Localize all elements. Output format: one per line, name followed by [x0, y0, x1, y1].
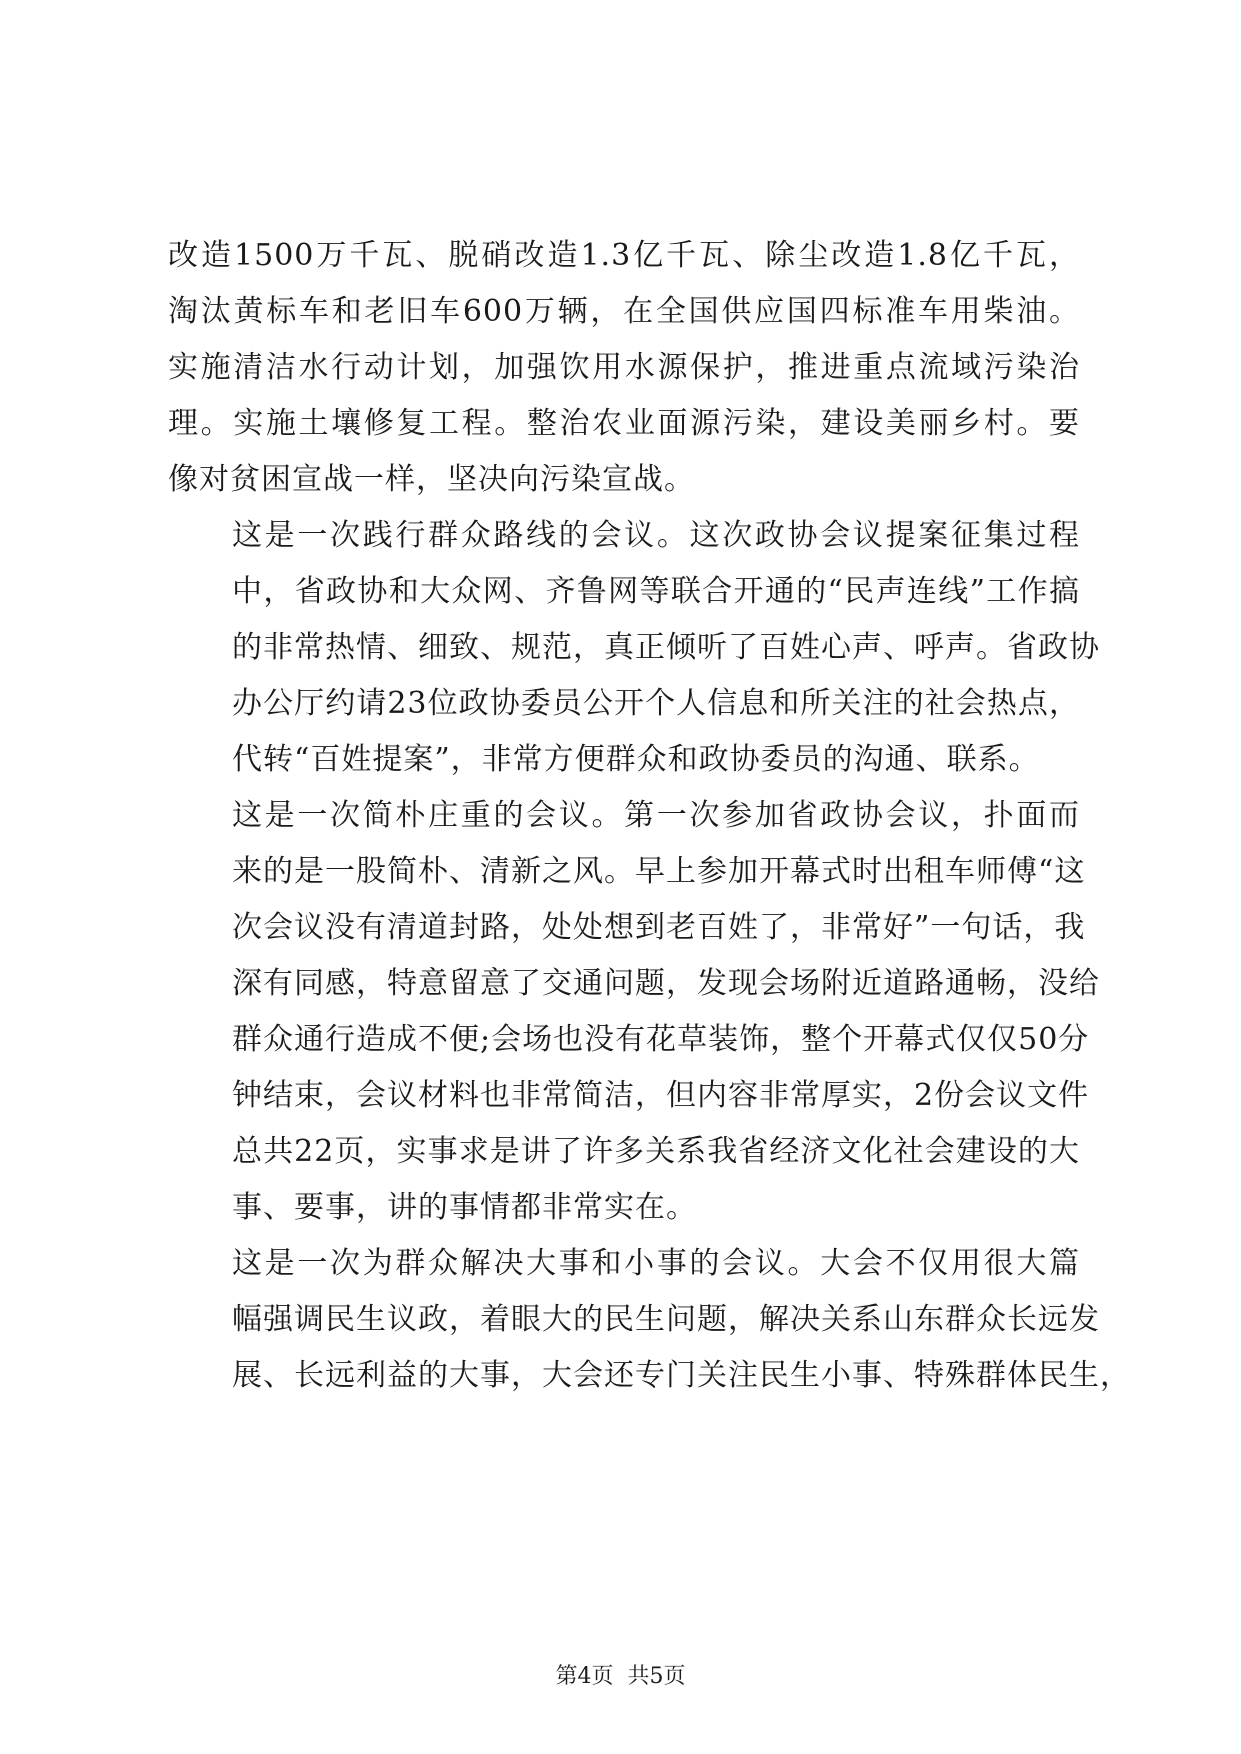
text-line: 来的是一股简朴、清新之风。早上参加开幕式时出租车师傅“这 [232, 854, 1086, 889]
paragraph [168, 788, 1100, 1236]
text-line: 这是一次践行群众路线的会议。这次政协会议提案征集过程 [232, 518, 1080, 553]
text-line: 办公厅约请23位政协委员公开个人信息和所关注的社会热点， [232, 686, 1080, 721]
text-line: 事、要事，讲的事情都非常实在。 [232, 1190, 697, 1225]
text-line: 实施清洁水行动计划，加强饮用水源保护，推进重点流域污染治 [168, 350, 1080, 385]
page-total: 共5页 [627, 1664, 686, 1689]
text-line: 中，省政协和大众网、齐鲁网等联合开通的“民声连线”工作搞 [232, 574, 1080, 609]
page-footer [0, 1662, 1241, 1692]
text-line: 像对贫困宣战一样，坚决向污染宣战。 [168, 462, 695, 497]
page-number: 第4页 [555, 1664, 614, 1689]
text-line: 理。实施土壤修复工程。整治农业面源污染，建设美丽乡村。要 [168, 406, 1080, 441]
text-line: 总共22页，实事求是讲了许多关系我省经济文化社会建设的大 [232, 1134, 1080, 1169]
text-line: 淘汰黄标车和老旧车600万辆，在全国供应国四标准车用柴油。 [168, 294, 1080, 329]
text-line: 的非常热情、细致、规范，真正倾听了百姓心声、呼声。省政协 [232, 630, 1100, 665]
paragraph [168, 1236, 1131, 1404]
text-line: 改造1500万千瓦、脱硝改造1.3亿千瓦、除尘改造1.8亿千瓦， [168, 238, 1080, 273]
text-line: 钟结束，会议材料也非常简洁，但内容非常厚实，2份会议文件 [232, 1078, 1090, 1113]
text-line: 深有同感，特意留意了交通问题，发现会场附近道路通畅，没给 [232, 966, 1100, 1001]
text-line: 群众通行造成不便;会场也没有花草装饰，整个开幕式仅仅50分 [232, 1022, 1090, 1057]
text-line: 这是一次简朴庄重的会议。第一次参加省政协会议，扑面而 [232, 798, 1080, 833]
paragraph [168, 508, 1100, 788]
paragraph [168, 228, 1080, 508]
text-line: 这是一次为群众解决大事和小事的会议。大会不仅用很大篇 [232, 1246, 1080, 1281]
text-line: 次会议没有清道封路，处处想到老百姓了，非常好”一句话，我 [232, 910, 1086, 945]
text-line: 展、长远利益的大事，大会还专门关注民生小事、特殊群体民生， [232, 1358, 1131, 1393]
document-body [168, 228, 1131, 1404]
text-line: 幅强调民生议政，着眼大的民生问题，解决关系山东群众长远发 [232, 1302, 1100, 1337]
text-line: 代转“百姓提案”，非常方便群众和政协委员的沟通、联系。 [232, 742, 1040, 777]
